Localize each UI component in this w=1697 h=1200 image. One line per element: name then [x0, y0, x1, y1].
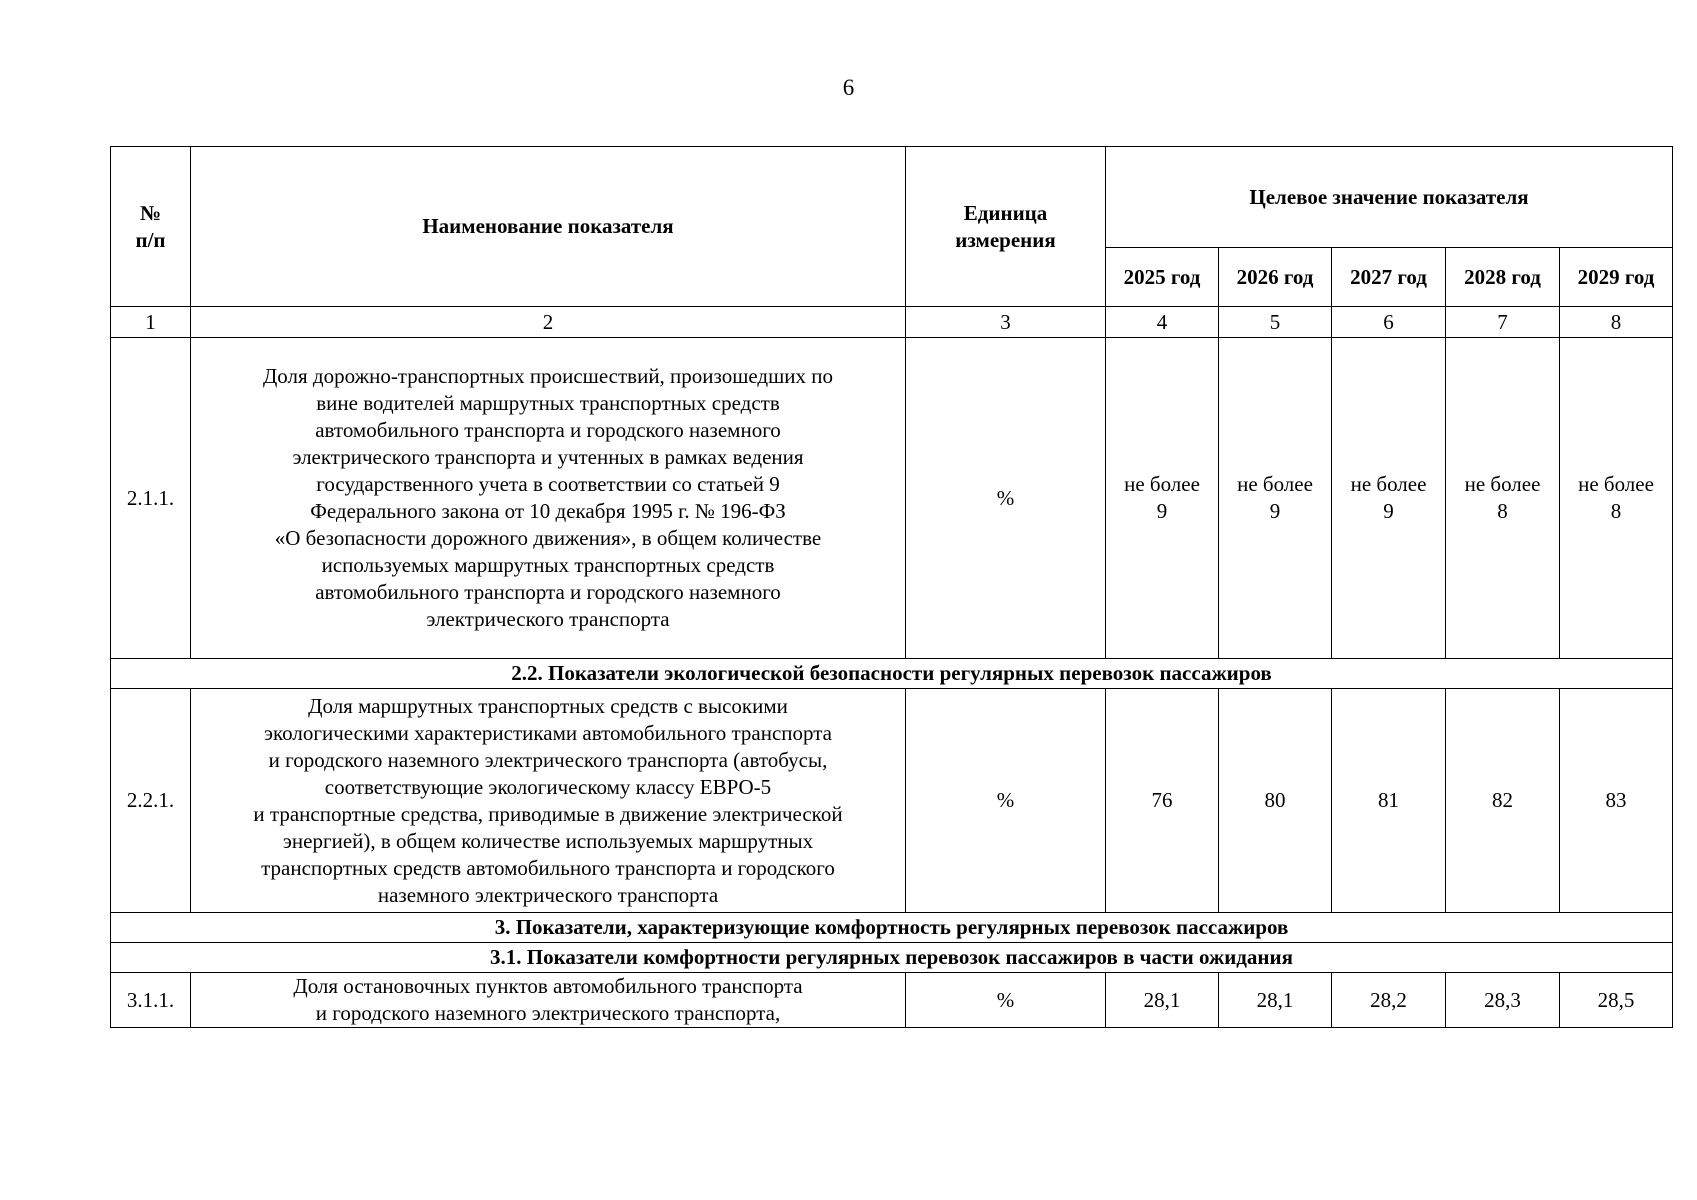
table-row — [111, 338, 1673, 659]
row-unit: % — [906, 973, 1106, 1028]
indicators-table — [110, 146, 1673, 1028]
section-heading: 2.2. Показатели экологической безопасности регулярных перевозок пассажиров — [111, 659, 1673, 689]
row-unit: % — [906, 689, 1106, 913]
row-value: 76 — [1106, 689, 1219, 913]
row-value: 28,3 — [1446, 973, 1560, 1028]
row-num: 2.2.1. — [111, 689, 191, 913]
row-value: 81 — [1332, 689, 1446, 913]
column-number: 7 — [1446, 307, 1560, 338]
header-year: 2029 год — [1560, 248, 1673, 307]
column-number: 1 — [111, 307, 191, 338]
row-indicator-name: Доля остановочных пунктов автомобильного транспорта и городского наземного электрического транспорта, — [191, 973, 906, 1028]
header-target: Целевое значение показателя — [1106, 147, 1673, 248]
column-number: 2 — [191, 307, 906, 338]
section-row — [111, 659, 1673, 689]
header-num: № п/п — [111, 147, 191, 307]
column-number: 5 — [1219, 307, 1332, 338]
row-unit: % — [906, 338, 1106, 659]
page-number: 6 — [842, 75, 855, 100]
row-value: не более 9 — [1219, 338, 1332, 659]
row-indicator-name: Доля маршрутных транспортных средств с высокими экологическими характеристиками автомобильного транспорта и городского наземного электрического транспорта (автобусы, соответствующие экологическому классу ЕВРО-5 и транспортные средства, приводимые в движение электрической энергией), в общем количестве используемых маршрутных транспортных средств автомобильного транспорта и городского наземного электрического транспорта — [191, 689, 906, 913]
row-num: 3.1.1. — [111, 973, 191, 1028]
column-number: 6 — [1332, 307, 1446, 338]
header-year: 2026 год — [1219, 248, 1332, 307]
row-value: 82 — [1446, 689, 1560, 913]
section-heading: 3. Показатели, характеризующие комфортность регулярных перевозок пассажиров — [111, 913, 1673, 943]
row-value: не более 9 — [1106, 338, 1219, 659]
row-num: 2.1.1. — [111, 338, 191, 659]
row-value: 28,5 — [1560, 973, 1673, 1028]
row-value: не более 8 — [1560, 338, 1673, 659]
row-value: не более 9 — [1332, 338, 1446, 659]
section-row — [111, 943, 1673, 973]
row-value: 28,2 — [1332, 973, 1446, 1028]
header-unit: Единица измерения — [906, 147, 1106, 307]
header-year: 2027 год — [1332, 248, 1446, 307]
row-value: 83 — [1560, 689, 1673, 913]
section-heading: 3.1. Показатели комфортности регулярных перевозок пассажиров в части ожидания — [111, 943, 1673, 973]
header-name: Наименование показателя — [191, 147, 906, 307]
section-row — [111, 913, 1673, 943]
row-value: 28,1 — [1106, 973, 1219, 1028]
column-number: 3 — [906, 307, 1106, 338]
column-numbers-row — [111, 307, 1673, 338]
column-number: 8 — [1560, 307, 1673, 338]
header-year: 2028 год — [1446, 248, 1560, 307]
row-value: не более 8 — [1446, 338, 1560, 659]
row-value: 80 — [1219, 689, 1332, 913]
table-header-row — [111, 147, 1673, 248]
row-indicator-name: Доля дорожно-транспортных происшествий, произошедших по вине водителей маршрутных транспортных средств автомобильного транспорта и городского наземного электрического транспорта и учтенных в рамках ведения государственного учета в соответствии со статьей 9 Федерального закона от 10 декабря 1995 г. № 196-ФЗ «О безопасности дорожного движения», в общем количестве используемых маршрутных транспортных средств автомобильного транспорта и городского наземного электрического транспорта — [191, 338, 906, 659]
row-value: 28,1 — [1219, 973, 1332, 1028]
table-row — [111, 973, 1673, 1028]
table-row — [111, 689, 1673, 913]
header-year: 2025 год — [1106, 248, 1219, 307]
column-number: 4 — [1106, 307, 1219, 338]
